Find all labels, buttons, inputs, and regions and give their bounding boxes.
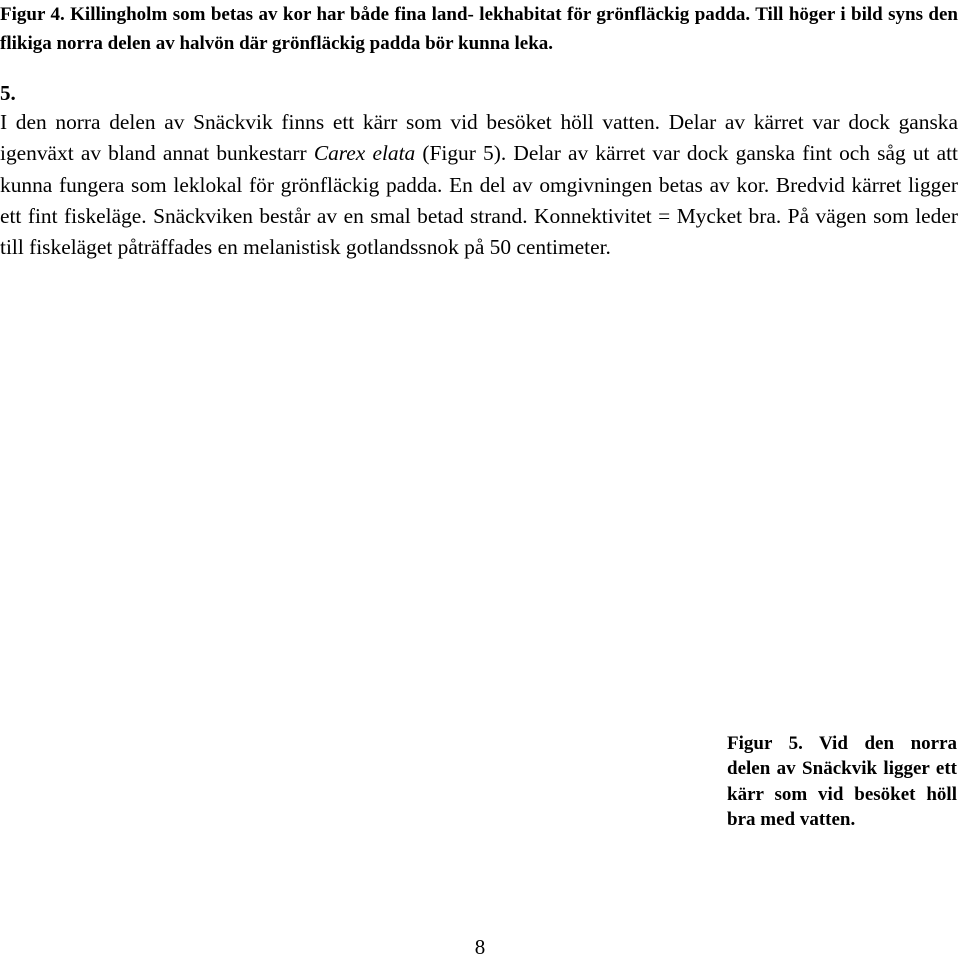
paragraph-text-start: I den norra delen av Snäckvik finns ett kärr som vid besöket höll vatten. Delar av kärret var dock ganska igenväxt av bland annat bunkestarr (0, 110, 958, 166)
section-number: 5. (0, 81, 16, 105)
page-number: 8 (474, 935, 486, 959)
body-paragraph (0, 107, 958, 263)
figure-4-caption: Figur 4. Killingholm som betas av kor har både fina land- lekhabitat för grönfläckig padda. Till höger i bild syns den flikiga norra delen av halvön där grönfläckig padda bör kunna leka. (0, 4, 958, 54)
species-name: Carex elata (313, 141, 416, 166)
paragraph-text-end: (Figur 5). Delar av kärret var dock ganska fint och såg ut att kunna fungera som leklokal för grönfläckig padda. En del av omgivningen betas av kor. Bredvid kärret ligger ett fint fiskeläge. Snäckviken består av en smal betad strand. Konnektivitet = Mycket bra. På vägen som leder till fiskeläget påträffades en melanistisk gotlandssnok på 50 centimeter. (0, 141, 959, 260)
figure-5-caption: Figur 5. Vid den norra delen av Snäckvik ligger ett kärr som vid besöket höll bra med vatten. (727, 733, 957, 830)
